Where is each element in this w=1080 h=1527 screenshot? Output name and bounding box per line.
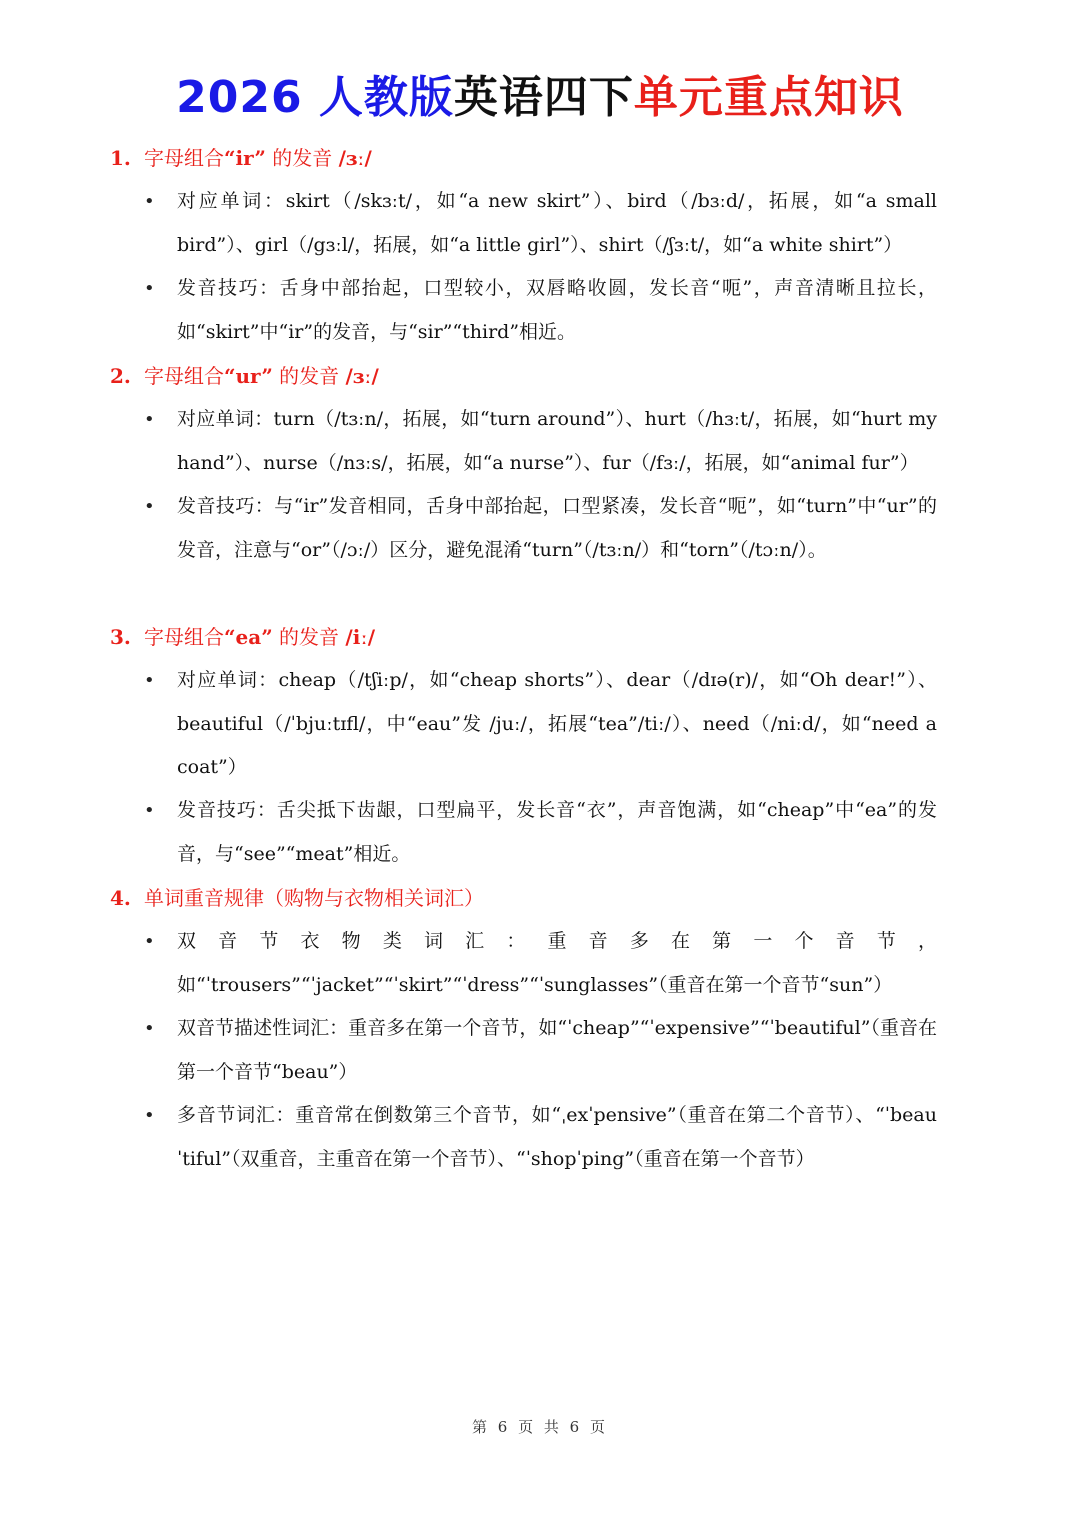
title-part-red: 单元重点知识: [633, 72, 904, 123]
heading-prefix: 单词重音规律（购物与衣物相关词汇）: [144, 886, 484, 910]
section-heading: [110, 146, 372, 170]
bullet-item: • 发音技巧：与“ir”发音相同，舌身中部抬起，口型紧凑，发长音“呃”，如“turn”中“ur”的发音，注意与“or”（/ɔː/）区分，避免混淆“turn”（/tɜːn/）和“torn”（/tɔːn/）。: [177, 485, 937, 572]
section-number: 1.: [110, 146, 131, 170]
heading-ipa: /iː/: [345, 625, 376, 649]
section-number: 2.: [110, 364, 131, 388]
heading-prefix: 字母组合: [144, 625, 224, 649]
bullet-item: • 双音节描述性词汇：重音多在第一个音节，如“ˈcheap”“ˈexpensive”“ˈbeautiful”（重音在第一个音节“beau”）: [177, 1007, 937, 1094]
heading-prefix: 字母组合: [144, 146, 224, 170]
bullet-item: • 对应单词：skirt（/skɜːt/，如“a new skirt”）、bird（/bɜːd/，拓展，如“a small bird”）、girl（/gɜːl/，拓展，如“a little girl”）、shirt（/ʃɜːt/，如“a white shirt”）: [177, 180, 937, 267]
section-heading: [110, 625, 375, 649]
bullet-item: • 对应单词：turn（/tɜːn/，拓展，如“turn around”）、hurt（/hɜːt/，拓展，如“hurt my hand”）、nurse（/nɜːs/，拓展，如“a nurse”）、fur（/fɜː/，拓展，如“animal fur”）: [177, 398, 937, 485]
section-heading: [110, 886, 484, 910]
bullet-item: • 双音节衣物类词汇：重音多在第一个音节，如“ˈtrousers”“ˈjacket”“ˈskirt”“ˈdress”“ˈsunglasses”（重音在第一个音节“sun”）: [177, 920, 937, 1007]
bullet-item: • 发音技巧：舌身中部抬起，口型较小，双唇略收圆，发长音“呃”，声音清晰且拉长，如“skirt”中“ir”的发音，与“sir”“third”相近。: [177, 267, 937, 354]
heading-quoted: “ur”: [224, 364, 273, 388]
heading-prefix: 字母组合: [144, 364, 224, 388]
heading-ipa: /ɜː/: [345, 364, 379, 388]
bullet-item: • 多音节词汇：重音常在倒数第三个音节，如“ˌexˈpensive”（重音在第二个音节）、“ˈbeauˈtiful”（双重音，主重音在第一个音节）、“ˈshopˈping”（重音在第一个音节）: [177, 1094, 937, 1181]
heading-quoted: “ir”: [224, 146, 266, 170]
section-number: 4.: [110, 886, 131, 910]
heading-suffix: 的发音: [265, 146, 339, 170]
page-footer: 第 6 页 共 6 页: [472, 1418, 608, 1436]
section-heading: [110, 364, 379, 388]
heading-suffix: 的发音: [272, 364, 346, 388]
bullet-item: • 对应单词：cheap（/tʃiːp/，如“cheap shorts”）、dear（/dɪə(r)/，如“Oh dear!”）、beautiful（/ˈbjuːtɪfl/，中“eau”发 /juː/，拓展“tea”/tiː/）、need（/niːd/，如“need a coat”）: [177, 659, 937, 790]
title-part-blue: 2026 人教版: [176, 72, 454, 123]
heading-ipa: /ɜː/: [338, 146, 372, 170]
heading-suffix: 的发音: [272, 625, 346, 649]
page-title: [0, 66, 1080, 130]
bullet-item: • 发音技巧：舌尖抵下齿龈，口型扁平，发长音“衣”，声音饱满，如“cheap”中“ea”的发音，与“see”“meat”相近。: [177, 789, 937, 876]
heading-quoted: “ea”: [224, 625, 273, 649]
section-number: 3.: [110, 625, 131, 649]
title-part-black: 英语四下: [453, 72, 634, 123]
